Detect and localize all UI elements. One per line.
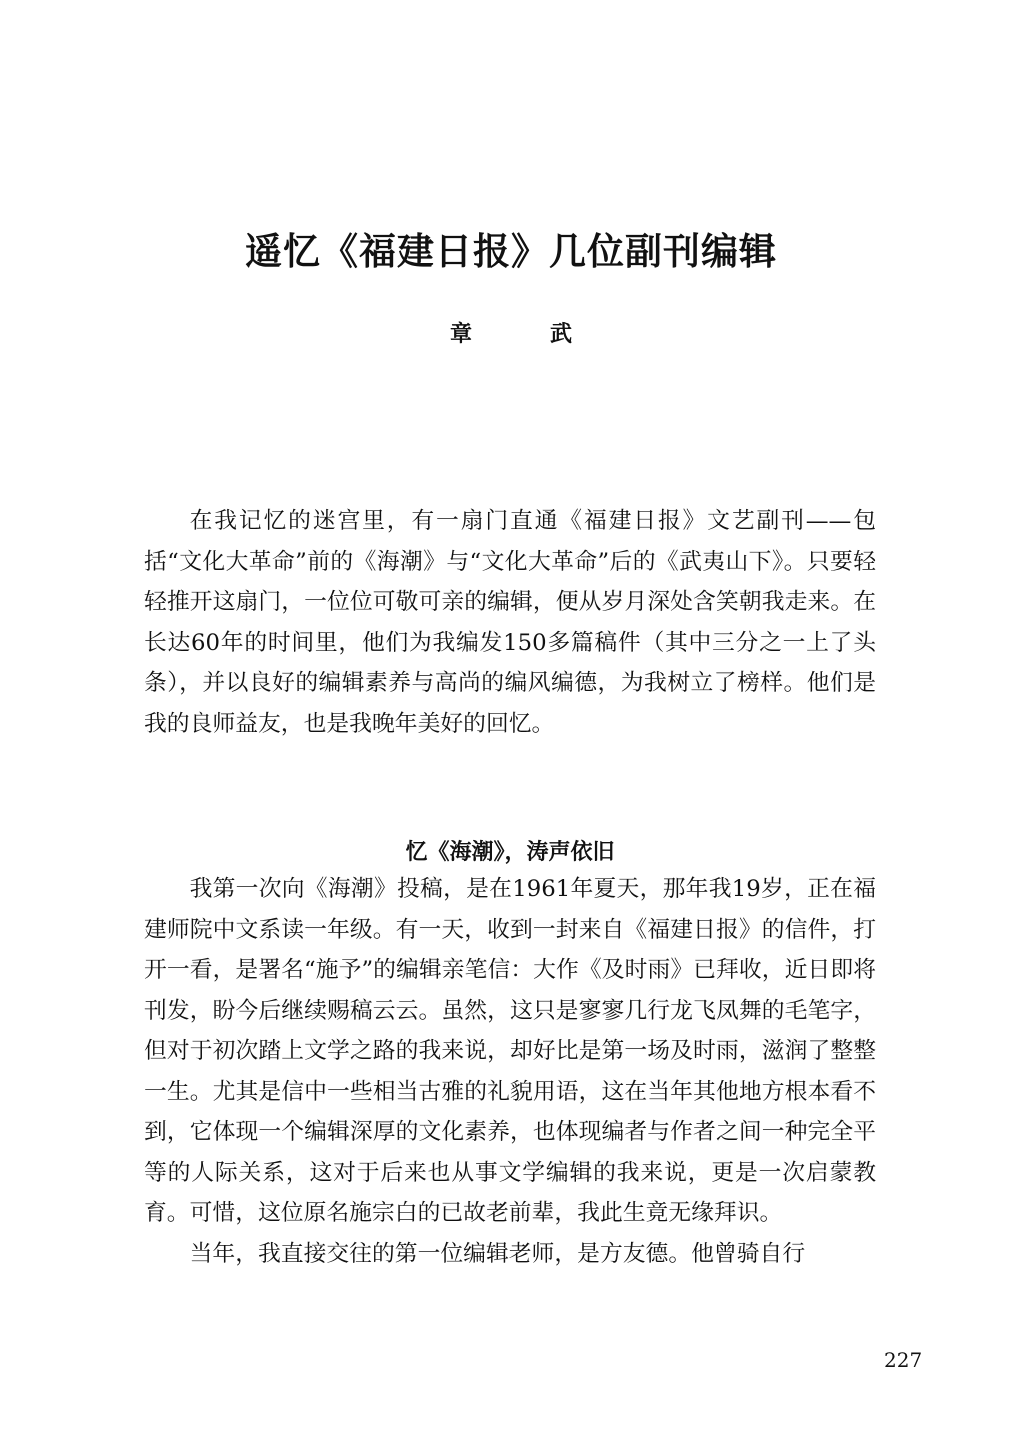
intro-paragraph: 在我记忆的迷宫里，有一扇门直通《福建日报》文艺副刊——包括“文化大革命”前的《海潮》与“文化大革命”后的《武夷山下》。只要轻轻推开这扇门，一位位可敬可亲的编辑，便从岁月深处含笑朝我走来。在长达60年的时间里，他们为我编发150多篇稿件（其中三分之一上了头条），并以良好的编辑素养与高尚的编风编德，为我树立了榜样。他们是我的良师益友，也是我晚年美好的回忆。 bbox=[144, 508, 876, 737]
article-title: 遥忆《福建日报》几位副刊编辑 bbox=[245, 230, 777, 273]
section-body bbox=[144, 869, 876, 1274]
section-paragraph: 当年，我直接交往的第一位编辑老师，是方友德。他曾骑自行 bbox=[189, 1240, 806, 1267]
intro-section bbox=[144, 501, 876, 744]
section-paragraph: 我第一次向《海潮》投稿，是在1961年夏天，那年我19岁，正在福建师院中文系读一年级。有一天，收到一封来自《福建日报》的信件，打开一看，是署名“施予”的编辑亲笔信：大作《及时雨》已拜收，近日即将刊发，盼今后继续赐稿云云。虽然，这只是寥寥几行龙飞凤舞的毛笔字，但对于初次踏上文学之路的我来说，却好比是第一场及时雨，滋润了整整一生。尤其是信中一些相当古雅的礼貌用语，这在当年其他地方根本看不到，它体现一个编辑深厚的文化素养，也体现编者与作者之间一种完全平等的人际关系，这对于后来也从事文学编辑的我来说，更是一次启蒙教育。可惜，这位原名施宗白的已故老前辈，我此生竟无缘拜识。 bbox=[144, 876, 876, 1226]
section-heading: 忆《海潮》，涛声依旧 bbox=[405, 840, 615, 865]
page-number: 227 bbox=[884, 1348, 923, 1372]
article-author: 章 武 bbox=[449, 321, 600, 347]
